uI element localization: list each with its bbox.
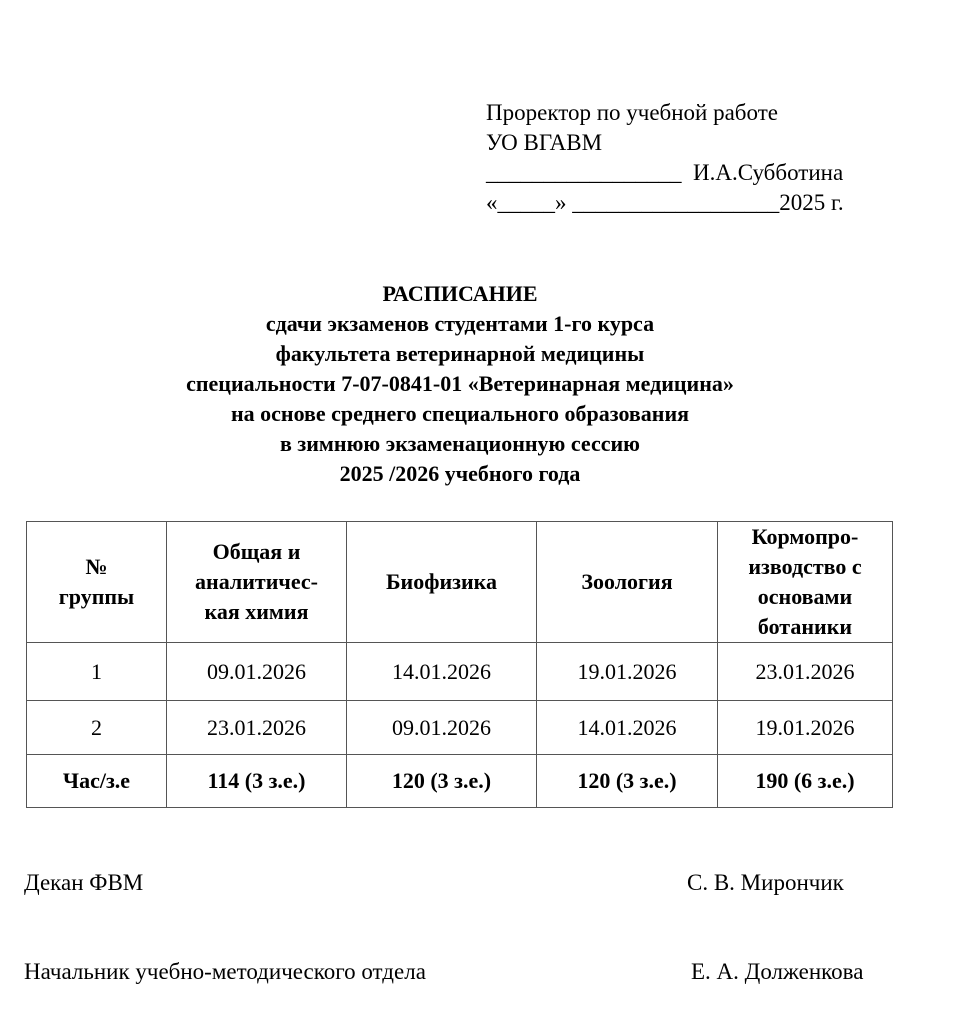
exam-schedule-table [26, 521, 893, 808]
document-title [0, 279, 920, 489]
dean-title: Декан ФВМ [24, 870, 144, 895]
title-line-6: 2025 /2026 учебного года [339, 461, 581, 486]
cell-date: 19.01.2026 [537, 643, 718, 701]
cell-total-hours: 120 (3 з.е.) [537, 755, 718, 808]
table-header-row [27, 522, 893, 643]
approval-block [486, 98, 844, 218]
cell-date: 23.01.2026 [718, 643, 893, 701]
approval-position: Проректор по учебной работе [486, 100, 778, 125]
dean-name: С. В. Мирончик [687, 870, 844, 895]
approval-organization: УО ВГАВМ [486, 130, 603, 155]
title-line-2: факультета ветеринарной медицины [275, 341, 645, 366]
title-line-4: на основе среднего специального образования [230, 401, 690, 426]
title-line-1: сдачи экзаменов студентами 1-го курса [265, 311, 655, 336]
cell-group: 2 [27, 701, 167, 755]
cell-total-hours: 114 (3 з.е.) [167, 755, 347, 808]
title-line-3: специальности 7-07-0841-01 «Ветеринарная медицина» [186, 371, 734, 396]
header-biophysics: Биофизика [347, 522, 537, 643]
head-title: Начальник учебно-методического отдела [24, 959, 426, 984]
cell-date: 23.01.2026 [167, 701, 347, 755]
header-zoology: Зоология [537, 522, 718, 643]
cell-date: 14.01.2026 [347, 643, 537, 701]
head-name: Е. А. Долженкова [691, 959, 864, 984]
header-feed-production: Кормопро- изводство с основами ботаники [718, 522, 893, 643]
table-row [27, 643, 893, 701]
cell-total-label: Час/з.е [27, 755, 167, 808]
title-main: РАСПИСАНИЕ [382, 281, 538, 306]
approval-date-line: «_____» __________________2025 г. [486, 190, 844, 215]
table-row [27, 701, 893, 755]
cell-date: 09.01.2026 [167, 643, 347, 701]
table-total-row [27, 755, 893, 808]
cell-total-hours: 190 (6 з.е.) [718, 755, 893, 808]
cell-total-hours: 120 (3 з.е.) [347, 755, 537, 808]
cell-date: 19.01.2026 [718, 701, 893, 755]
cell-group: 1 [27, 643, 167, 701]
approval-signature-line: _________________ И.А.Субботина [486, 160, 844, 185]
cell-date: 09.01.2026 [347, 701, 537, 755]
header-chemistry: Общая и аналитичес- кая химия [167, 522, 347, 643]
cell-date: 14.01.2026 [537, 701, 718, 755]
header-group: № группы [27, 522, 167, 643]
title-line-5: в зимнюю экзаменационную сессию [280, 431, 640, 456]
